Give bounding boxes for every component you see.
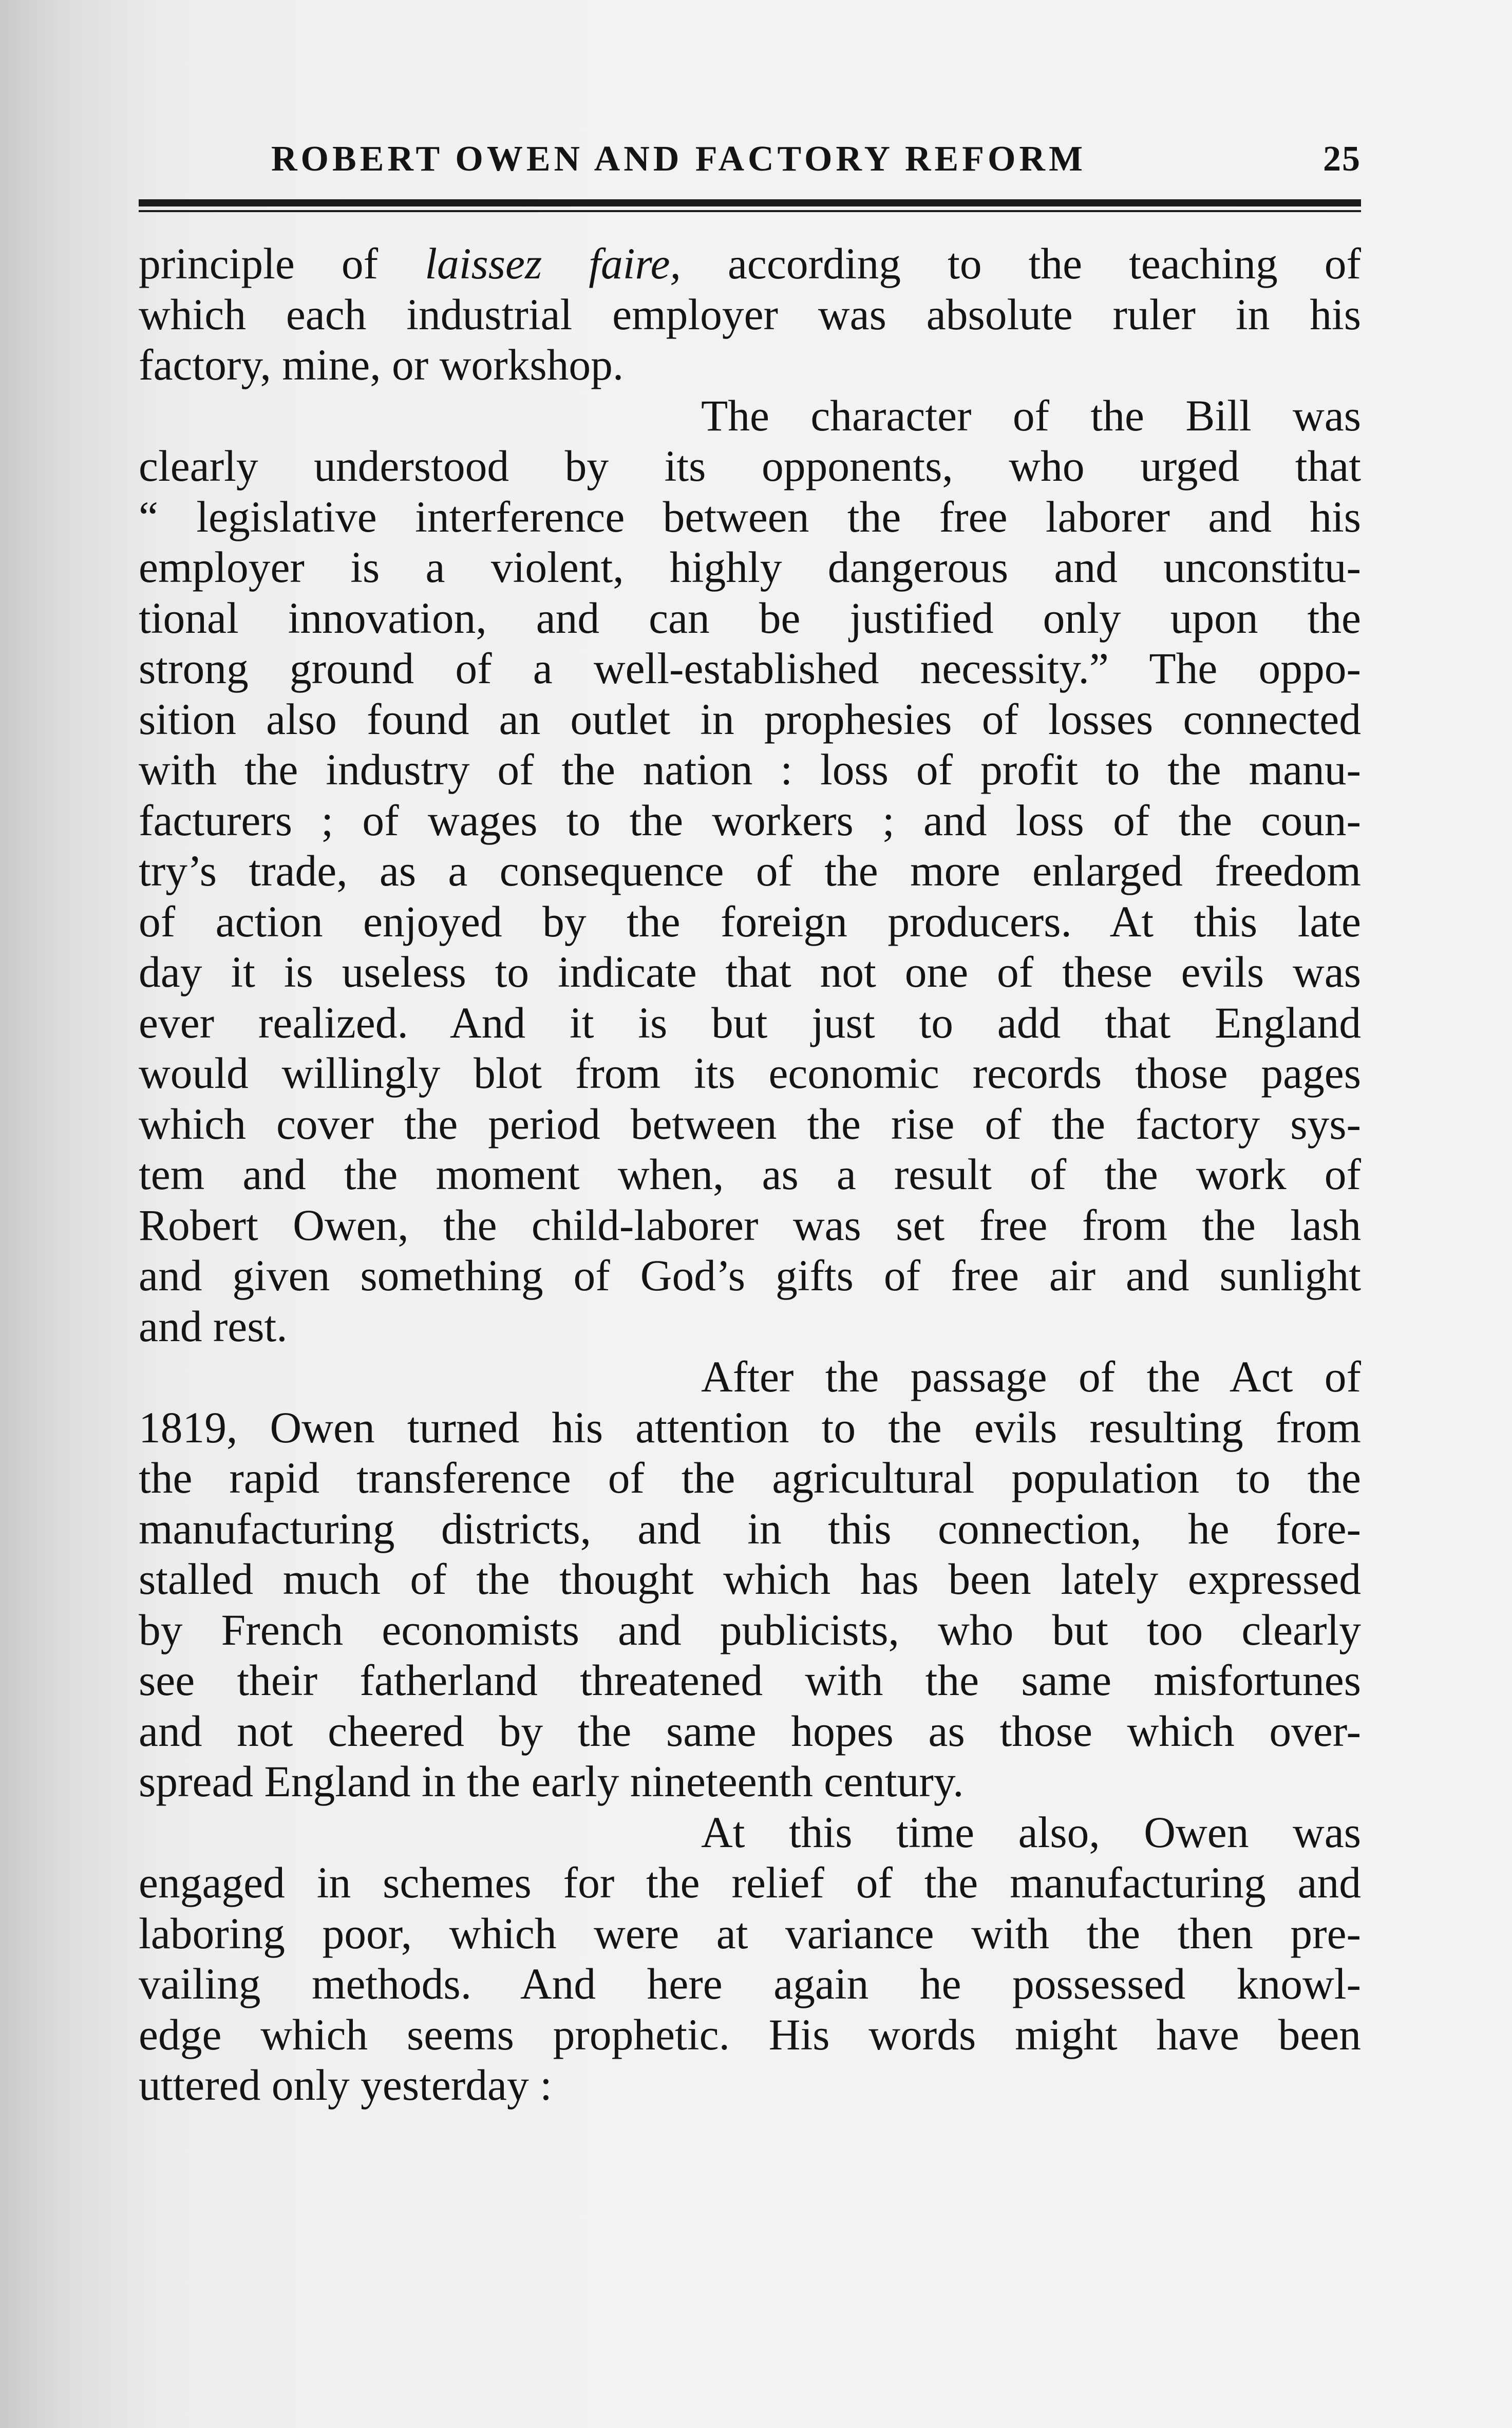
text-line: by French economists and publicists, who but too clearly [139,1606,1361,1654]
text-line: ever realized. And it is but just to add that England [139,999,1361,1047]
text-line: tem and the moment when, as a result of the work of [139,1151,1361,1199]
book-page [139,139,1361,2111]
text-line: with the industry of the nation : loss of profit to the manu- [139,746,1361,794]
paragraph-first-line: At this time also, Owen was [701,1808,1361,1857]
text-line: the rapid transference of the agricultural population to the [139,1454,1361,1502]
text-line: facturers ; of wages to the workers ; and loss of the coun- [139,796,1361,845]
text-line: tional innovation, and can be justified only upon the [139,594,1361,643]
paragraph-first-line: After the passage of the Act of [701,1353,1361,1401]
header-rule-thin [139,210,1361,212]
text-line: and given something of God’s gifts of free air and sunlight [139,1252,1361,1300]
text-line: see their fatherland threatened with the same misfortunes [139,1657,1361,1705]
text-line: “ legislative interference between the free laborer and his [139,493,1361,541]
text-line: which each industrial employer was absolute ruler in his [139,290,1361,339]
text-line: of action enjoyed by the foreign producers. At this late [139,897,1361,946]
page-number: 25 [1323,139,1361,179]
paragraph-first-line: The character of the Bill was [701,391,1361,440]
text-run: principle of [139,240,425,288]
text-line: employer is a violent, highly dangerous and unconstitu- [139,543,1361,592]
running-head [139,139,1361,195]
text-line: and not cheered by the same hopes as those which over- [139,1707,1361,1756]
text-line: engaged in schemes for the relief of the manufacturing and [139,1859,1361,1907]
body-text [139,239,1361,2111]
text-line: clearly understood by its opponents, who urged that [139,442,1361,491]
text-line: stalled much of the thought which has been lately expressed [139,1555,1361,1604]
running-title: ROBERT OWEN AND FACTORY REFORM [271,139,1087,179]
text-run: according to the teaching of [681,240,1361,288]
text-line: manufacturing districts, and in this connection, he fore- [139,1504,1361,1553]
text-line: sition also found an outlet in prophesies of losses connected [139,695,1361,744]
text-line [139,239,1361,290]
text-line: edge which seems prophetic. His words might have been [139,2010,1361,2059]
text-line: which cover the period between the rise of the factory sys- [139,1100,1361,1149]
text-line: day it is useless to indicate that not one of these evils was [139,948,1361,996]
text-line: try’s trade, as a consequence of the more enlarged freedom [139,847,1361,895]
text-line: factory, mine, or workshop. [139,341,624,389]
text-line: 1819, Owen turned his attention to the evils resulting from [139,1403,1361,1452]
text-line: uttered only yesterday : [139,2061,552,2110]
text-line: vailing methods. And here again he possessed knowl- [139,1960,1361,2008]
text-line: spread England in the early nineteenth century. [139,1758,964,1806]
text-line: strong ground of a well-established necessity.” The oppo- [139,645,1361,693]
text-line: Robert Owen, the child-laborer was set free from the lash [139,1201,1361,1250]
text-line: would willingly blot from its economic records those pages [139,1049,1361,1098]
text-line: and rest. [139,1302,288,1351]
text-line: laboring poor, which were at variance with the then pre- [139,1909,1361,1958]
header-rule-thick [139,199,1361,206]
italic-phrase: laissez faire, [425,240,681,288]
